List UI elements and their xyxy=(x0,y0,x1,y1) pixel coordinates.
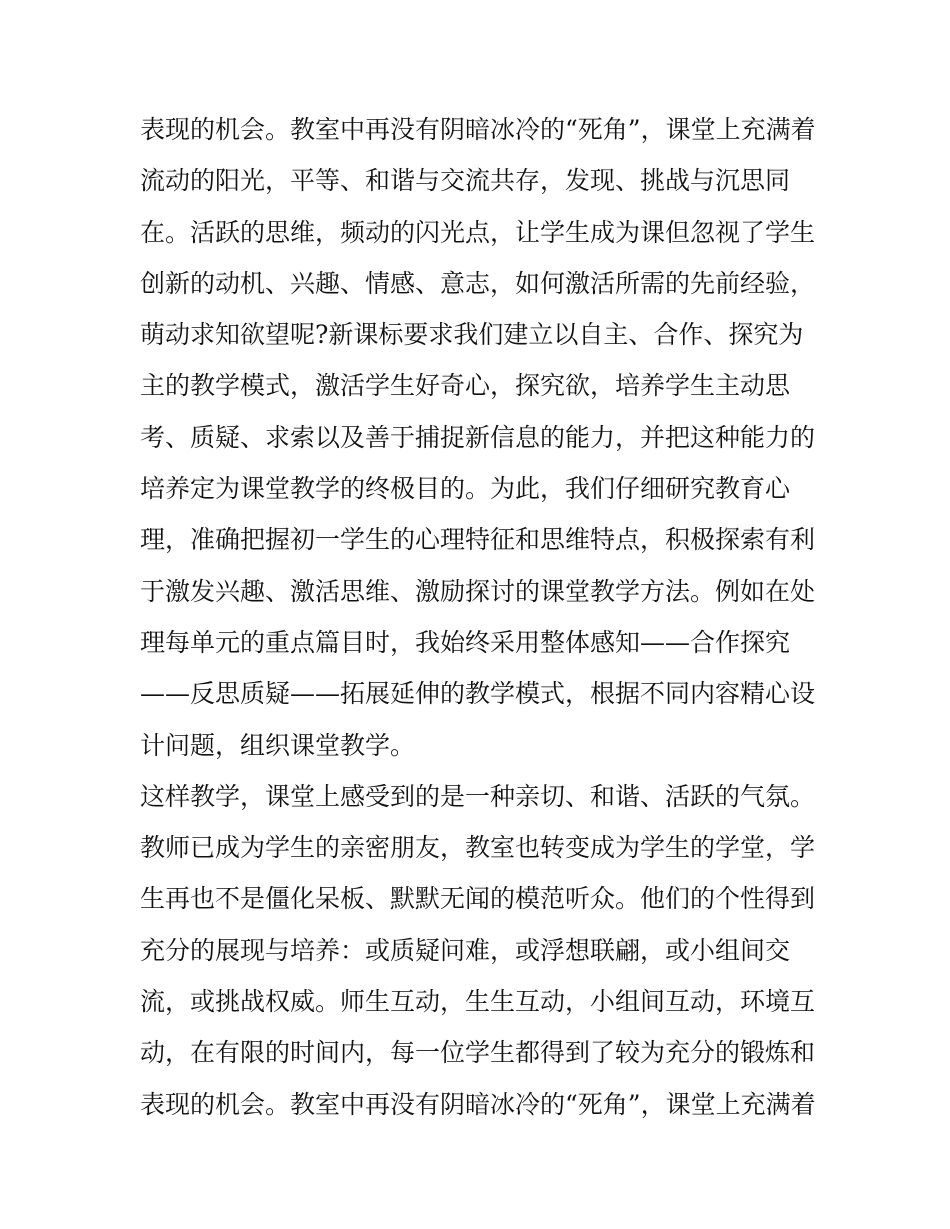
text-line-18: 流，或挑战权威。师生互动，生生互动，小组间互动，环境互 xyxy=(140,987,816,1017)
text-line-19: 动，在有限的时间内，每一位学生都得到了较为充分的锻炼和 xyxy=(140,1038,816,1068)
text-line-14: 这样教学，课堂上感受到的是一种亲切、和谐、活跃的气氛。 xyxy=(140,781,816,811)
text-line-9: 理，准确把握初一学生的心理特征和思维特点，积极探索有利 xyxy=(140,525,816,555)
text-line-17: 充分的展现与培养：或质疑问难，或浮想联翩，或小组间交 xyxy=(140,935,791,965)
text-line-2: 流动的阳光，平等、和谐与交流共存，发现、挑战与沉思同 xyxy=(140,166,791,196)
text-line-1: 表现的机会。教室中再没有阴暗冰冷的“死角”，课堂上充满着 xyxy=(140,115,816,144)
text-line-6: 主的教学模式，激活学生好奇心，探究欲，培养学生主动思 xyxy=(140,371,791,401)
text-line-12: ——反思质疑——拓展延伸的教学模式，根据不同内容精心设 xyxy=(140,679,816,709)
text-line-16: 生再也不是僵化呆板、默默无闻的模范听众。他们的个性得到 xyxy=(140,884,816,914)
text-line-10: 于激发兴趣、激活思维、激励探讨的课堂教学方法。例如在处 xyxy=(140,576,816,606)
text-line-4: 创新的动机、兴趣、情感、意志，如何激活所需的先前经验， xyxy=(140,268,816,298)
text-line-7: 考、质疑、求索以及善于捕捉新信息的能力，并把这种能力的 xyxy=(140,422,816,452)
text-line-13: 计问题，组织课堂教学。 xyxy=(140,730,416,760)
text-line-11: 理每单元的重点篇目时，我始终采用整体感知——合作探究 xyxy=(140,627,791,657)
text-line-15: 教师已成为学生的亲密朋友，教室也转变成为学生的学堂，学 xyxy=(140,833,816,863)
text-line-20: 表现的机会。教室中再没有阴暗冰冷的“死角”，课堂上充满着 xyxy=(140,1089,816,1119)
text-line-8: 培养定为课堂教学的终极目的。为此，我们仔细研究教育心 xyxy=(140,474,791,504)
body-text xyxy=(140,104,820,1130)
text-line-5: 萌动求知欲望呢?新课标要求我们建立以自主、合作、探究为 xyxy=(140,320,804,350)
text-line-3: 在。活跃的思维，频动的闪光点，让学生成为课但忽视了学生 xyxy=(140,217,816,247)
